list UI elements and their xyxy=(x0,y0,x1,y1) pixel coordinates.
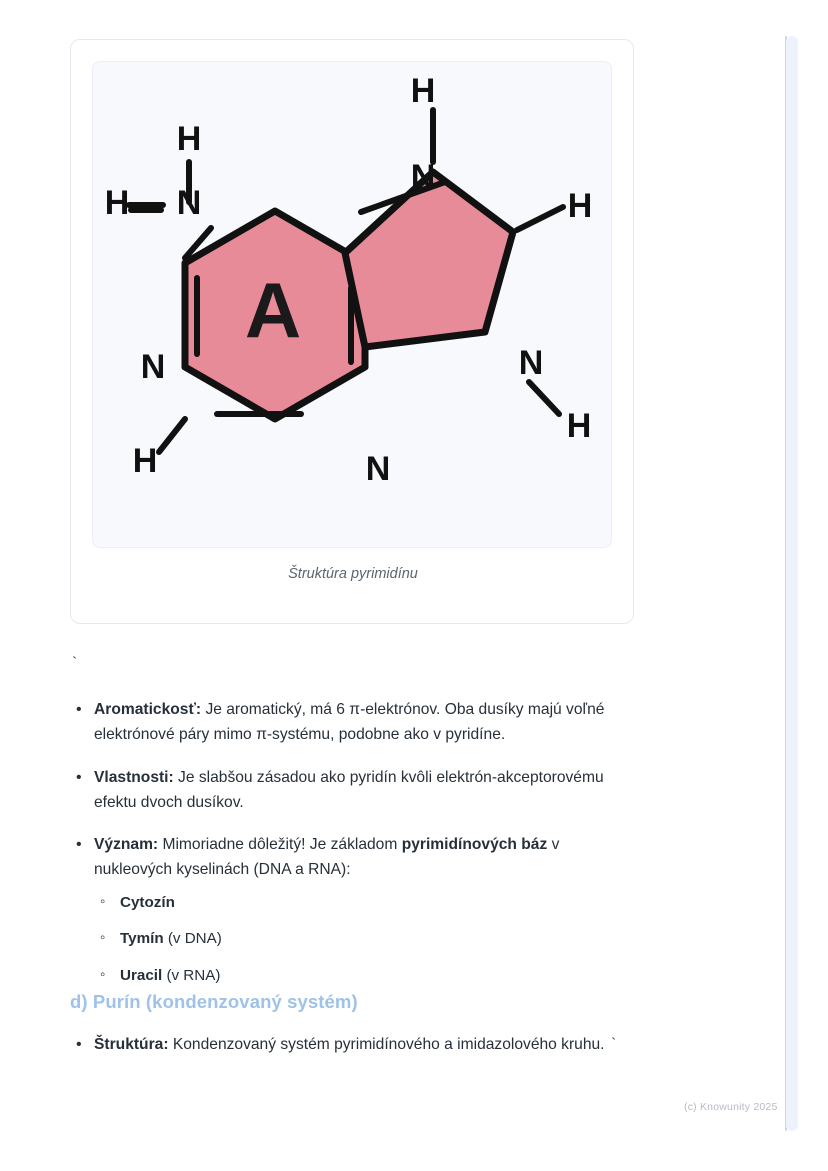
sub-item-thymine-rest: (v DNA) xyxy=(163,930,222,948)
molecule-structure-diagram xyxy=(93,62,612,548)
sub-item-uracil-label: Uracil xyxy=(120,967,163,985)
tail-content-list xyxy=(70,1032,650,1075)
term-properties: Vlastnosti: xyxy=(94,768,174,786)
figure-image-container xyxy=(92,61,612,548)
svg-text:H: H xyxy=(132,442,158,480)
term-aromaticity: Aromatickosť: xyxy=(94,701,202,718)
sub-item-uracil xyxy=(94,965,640,988)
text-significance-after: v nukleových kyselinách (DNA a RNA): xyxy=(94,836,560,879)
term-structure: Štruktúra: xyxy=(94,1036,169,1053)
svg-text:H: H xyxy=(176,120,202,158)
inline-backtick-artifact: ` xyxy=(608,1036,619,1054)
svg-text:N: N xyxy=(365,450,391,488)
bullet-list xyxy=(70,697,640,988)
stray-backtick-artifact: ` xyxy=(70,655,80,672)
svg-text:N: N xyxy=(140,348,166,386)
list-item-properties xyxy=(70,765,640,816)
list-item-structure xyxy=(70,1032,650,1058)
text-significance-before: Mimoriadne dôležitý! Je základom xyxy=(158,836,402,853)
svg-text:N: N xyxy=(176,184,202,222)
section-heading-purine: d) Purín (kondenzovaný systém) xyxy=(70,991,358,1012)
figure-card xyxy=(70,39,634,624)
sub-item-uracil-rest: (v RNA) xyxy=(162,967,221,985)
emphasis-pyrimidine-bases: pyrimidínových báz xyxy=(401,836,548,853)
svg-text:H: H xyxy=(104,184,130,222)
footer-copyright: (c) Knowunity 2025 xyxy=(684,1101,778,1113)
content-list xyxy=(70,697,640,1005)
scrollbar[interactable] xyxy=(786,36,798,1131)
text-properties: Je slabšou zásadou ako pyridín kvôli elektrón-akceptorovému efektu dvoch dusíkov. xyxy=(94,768,604,811)
svg-text:N: N xyxy=(518,344,544,382)
sub-item-cytosine xyxy=(94,892,640,915)
svg-text:N: N xyxy=(410,158,436,196)
list-item-aromaticity xyxy=(70,697,640,748)
svg-text:H: H xyxy=(567,187,593,225)
sub-item-cytosine-label: Cytozín xyxy=(120,893,175,911)
sub-item-thymine-label: Tymín xyxy=(120,930,164,948)
text-structure: Kondenzovaný systém pyrimidínového a imidazolového kruhu. xyxy=(168,1036,609,1053)
term-significance: Význam: xyxy=(94,836,159,853)
bullet-list-structure xyxy=(70,1032,650,1058)
svg-text:H: H xyxy=(410,72,436,110)
figure-caption: Štruktúra pyrimidínu xyxy=(288,566,418,582)
sub-item-thymine xyxy=(94,928,640,951)
molecule-center-label: A xyxy=(244,266,302,354)
svg-text:H: H xyxy=(566,407,592,445)
text-aromaticity: Je aromatický, má 6 π-elektrónov. Oba dusíky majú voľné elektrónové páry mimo π-systému, podobne ako v pyridíne. xyxy=(94,701,605,744)
list-item-significance xyxy=(70,832,640,988)
sub-list-bases xyxy=(94,892,640,988)
